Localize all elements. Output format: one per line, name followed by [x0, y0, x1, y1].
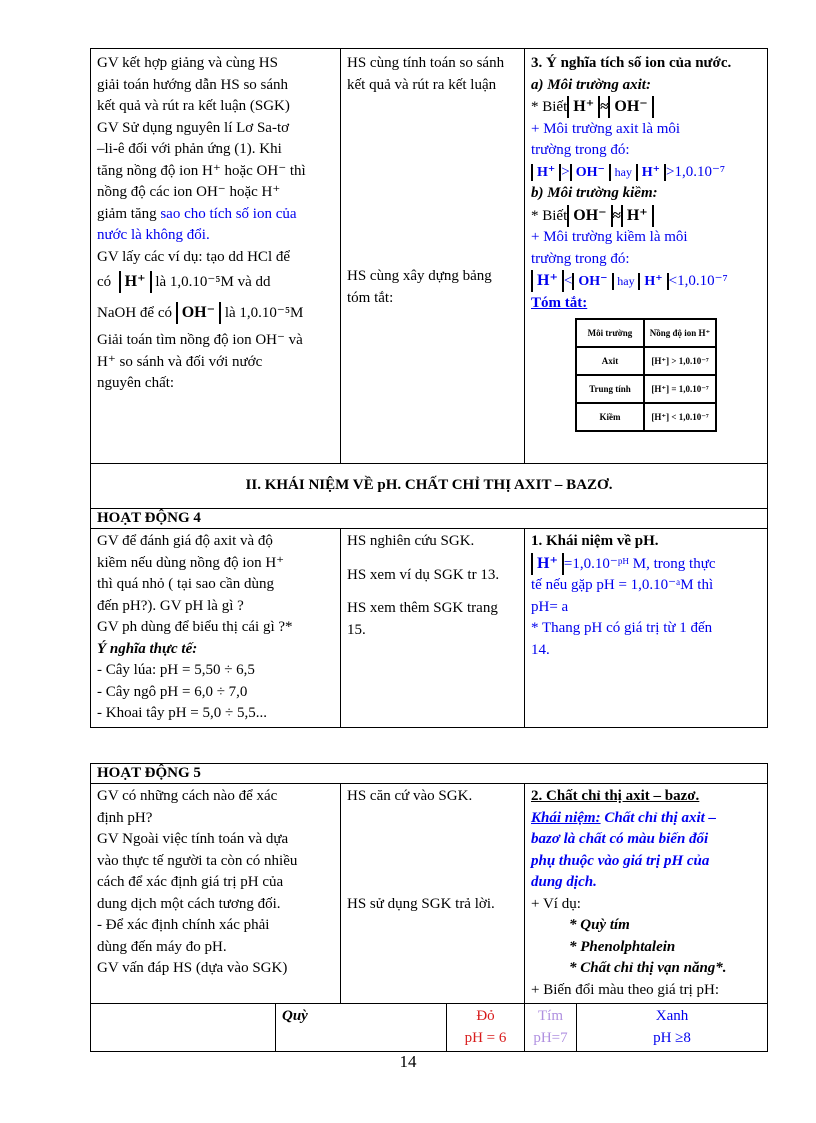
teacher-cell: [91, 784, 341, 1004]
content-cell: [525, 49, 768, 464]
lesson-table-top: [90, 48, 768, 728]
h-ion-bracket: H⁺: [531, 164, 561, 181]
definition-line: [531, 808, 761, 830]
text-line: HS căn cứ vào SGK.: [347, 788, 473, 804]
text-span: =1,0.10⁻ᵖᴴ M, trong thực: [563, 555, 716, 572]
text-line: dung dịch một cách tương đối.: [97, 895, 281, 912]
section-heading: 3. Ý nghĩa tích số ion của nước.: [531, 55, 732, 71]
text-line: Giải toán tìm nồng độ ion OH⁻ và: [97, 332, 303, 348]
text-span: Chất chỉ thị axit –: [604, 809, 717, 826]
approx-symbol: ≈: [612, 207, 621, 224]
section-heading: 2. Chất chỉ thị axit – bazơ.: [531, 788, 700, 804]
ph-value: pH ≥8: [653, 1029, 691, 1046]
h-ion-bracket: H⁺: [621, 205, 654, 227]
oh-ion-bracket: OH⁻: [608, 96, 653, 118]
text-line: kết quả và rút ra kết luận (SGK): [97, 98, 290, 114]
color-name: Tím: [538, 1008, 563, 1024]
text-line: GV có những cách nào để xác: [97, 788, 278, 804]
explain-row: [91, 49, 768, 464]
oh-ion-bracket: OH⁻: [176, 302, 221, 324]
text-span: <1,0.10⁻⁷: [668, 273, 728, 289]
text-line: nguyên chất:: [97, 375, 175, 391]
text-line: –li-ê đối với phản ứng (1). Khi: [97, 141, 282, 157]
text-line: GV để đánh giá độ axit và độ: [97, 533, 273, 549]
section-title: II. KHÁI NIỆM VỀ pH. CHẤT CHỈ THỊ AXIT – BAZƠ.: [91, 464, 768, 509]
lesson-table-bottom: [90, 763, 768, 1052]
highlight-text: sao cho tích số ion của: [160, 205, 297, 222]
example-item: * Quỳ tím: [569, 917, 630, 933]
text-line: - Cây lúa: pH = 5,50 ÷ 6,5: [97, 662, 255, 678]
summary-cell: [H⁺] > 1,0.10⁻⁷: [644, 347, 716, 375]
text-line: GV ph dùng để biểu thị cái gì ?*: [97, 619, 293, 635]
formula-line: [531, 553, 761, 576]
text-line: + Ví dụ:: [531, 895, 581, 912]
highlight-text: + Môi trường axit là môi: [531, 120, 681, 137]
highlight-text: pH= a: [531, 598, 569, 615]
summary-cell: [H⁺] = 1,0.10⁻⁷: [644, 375, 716, 403]
highlight-text: * Thang pH có giá trị từ 1 đến: [531, 620, 713, 636]
summary-heading: Tóm tắt:: [531, 294, 588, 311]
text-line: HS cùng tính toán so sánh: [347, 55, 505, 71]
definition-line: phụ thuộc vào giá trị pH của: [531, 852, 710, 869]
indicator-label: Quỳ: [276, 1004, 447, 1052]
text-line: đến pH?). GV pH là gì ?: [97, 597, 244, 614]
activity-title: HOẠT ĐỘNG 4: [91, 509, 768, 529]
text-line: thì quá nhỏ ( tại sao cần dùng: [97, 576, 275, 592]
text-line: - Để xác định chính xác phải: [97, 917, 270, 933]
content-cell: [525, 529, 768, 728]
text-line: GV Sử dụng nguyên lí Lơ Sa-tơ: [97, 119, 290, 136]
highlight-text: + Môi trường kiềm là môi: [531, 229, 688, 245]
text-span: >1,0.10⁻⁷: [666, 163, 726, 180]
example-item: * Phenolphtalein: [569, 938, 676, 955]
empty-cell: [91, 1004, 276, 1052]
text-line: HS xem ví dụ SGK tr 13.: [347, 566, 500, 583]
purple-cell: [525, 1004, 577, 1052]
text-span: hay: [617, 274, 635, 288]
h-ion-bracket: H⁺: [531, 553, 564, 575]
text-line: nồng độ các ion OH⁻ hoặc H⁺: [97, 184, 281, 200]
text-span: NaOH để có: [97, 304, 172, 321]
blue-cell: [577, 1004, 768, 1052]
red-cell: [447, 1004, 525, 1052]
text-line: GV lấy các ví dụ: tạo dd HCl để: [97, 248, 291, 265]
summary-table-header: [576, 319, 716, 347]
teacher-cell: [91, 529, 341, 728]
text-span: hay: [614, 164, 632, 179]
activity-title: HOẠT ĐỘNG 5: [91, 764, 768, 784]
section-heading: 1. Khái niệm về pH.: [531, 533, 659, 549]
color-name: Đỏ: [476, 1008, 495, 1024]
formula-line: H⁺ < OH⁻ hay H⁺ <1,0.10⁻⁷: [531, 270, 761, 293]
text-span: * Biết: [531, 207, 568, 224]
text-line: tăng nồng độ ion H⁺ hoặc OH⁻ thì: [97, 162, 306, 179]
indicator-row: [91, 1004, 768, 1052]
text-line: - Khoai tây pH = 5,0 ÷ 5,5...: [97, 705, 268, 721]
page-number: 14: [399, 1052, 417, 1071]
activity-title-row: [91, 509, 768, 529]
ph-value: pH = 6: [464, 1029, 507, 1046]
highlight-text: trường trong đó:: [531, 142, 630, 158]
text-line: - Cây ngô pH = 6,0 ÷ 7,0: [97, 683, 248, 700]
text-line: GV kết hợp giảng và cùng HS: [97, 55, 278, 71]
summary-cell: Axit: [576, 347, 644, 375]
activity-5-row: [91, 784, 768, 1004]
text-line: kiềm nếu dùng nồng độ ion H⁺: [97, 554, 285, 571]
highlight-text: nước là không đổi.: [97, 227, 210, 243]
text-line: GV Ngoài việc tính toán và dựa: [97, 831, 289, 847]
h-ion-bracket: H⁺: [531, 270, 564, 292]
summary-header-cell: Môi trường: [576, 319, 644, 347]
text-line: định pH?: [97, 809, 153, 826]
summary-table-row: [576, 375, 716, 403]
h-ion-bracket: H⁺: [638, 273, 668, 290]
summary-table-row: [576, 403, 716, 431]
summary-cell: [H⁺] < 1,0.10⁻⁷: [644, 403, 716, 431]
text-span: là 1,0.10⁻⁵M: [224, 304, 304, 321]
text-line: HS cùng xây dựng bảng: [347, 268, 492, 284]
highlight-text: tế nếu gặp pH = 1,0.10⁻ᵃM thì: [531, 577, 714, 593]
activity-4-row: [91, 529, 768, 728]
text-line: kết quả và rút ra kết luận: [347, 76, 497, 93]
highlight-text: 14.: [531, 641, 550, 658]
definition-label: Khái niệm:: [531, 809, 601, 826]
section-row: [91, 464, 768, 509]
ph-value: pH=7: [533, 1029, 568, 1046]
oh-ion-bracket: OH⁻: [572, 273, 613, 290]
summary-table-row: [576, 347, 716, 375]
h-ion-bracket: H⁺: [567, 96, 600, 118]
highlight-text: trường trong đó:: [531, 250, 630, 267]
h-ion-bracket: H⁺: [636, 164, 666, 181]
sub-heading: b) Môi trường kiềm:: [531, 185, 658, 201]
text-span: * Biết: [531, 99, 568, 115]
text-line: [97, 204, 334, 226]
summary-header-cell: Nồng độ ion H⁺: [644, 319, 716, 347]
teacher-cell: [91, 49, 341, 464]
oh-ion-bracket: OH⁻: [570, 164, 611, 181]
summary-cell: Trung tính: [576, 375, 644, 403]
text-line: HS nghiên cứu SGK.: [347, 533, 475, 549]
text-line: dùng đến máy đo pH.: [97, 938, 227, 955]
text-line: giải toán hướng dẫn HS so sánh: [97, 76, 289, 93]
formula-line: [531, 205, 761, 228]
text-span: là 1,0.10⁻⁵M và dd: [155, 274, 271, 290]
color-name: Xanh: [655, 1008, 689, 1024]
approx-symbol: ≈: [600, 99, 609, 115]
definition-line: dung dịch.: [531, 874, 597, 890]
text-line: HS xem thêm SGK trang: [347, 600, 498, 616]
text-line: H⁺ so sánh và đối với nước: [97, 353, 263, 370]
h-ion-bracket: H⁺: [119, 271, 152, 293]
student-cell: [341, 529, 525, 728]
text-span: giảm tăng: [97, 205, 157, 222]
oh-ion-bracket: OH⁻: [567, 205, 612, 227]
sub-heading: a) Môi trường axit:: [531, 76, 651, 93]
text-line: cách để xác định giá trị pH của: [97, 874, 284, 890]
text-line: vào thực tế người ta còn có nhiều: [97, 852, 298, 869]
text-span: có: [97, 274, 112, 290]
text-line: 15.: [347, 621, 366, 638]
summary-table: [575, 318, 717, 432]
definition-line: bazơ là chất có màu biến đổi: [531, 831, 709, 847]
text-line: tóm tắt:: [347, 289, 394, 306]
text-line: + Biến đổi màu theo giá trị pH:: [531, 981, 720, 998]
content-cell: [525, 784, 768, 1004]
formula-line: [531, 96, 761, 119]
example-item: * Chất chỉ thị vạn năng*.: [569, 960, 727, 976]
summary-cell: Kiềm: [576, 403, 644, 431]
text-line: HS sử dụng SGK trả lời.: [347, 895, 495, 912]
text-line: GV vấn đáp HS (dựa vào SGK): [97, 960, 288, 976]
student-cell: [341, 784, 525, 1004]
formula-line: H⁺ > OH⁻ hay H⁺ >1,0.10⁻⁷: [531, 162, 761, 184]
text-line: [97, 302, 334, 325]
text-line: [97, 271, 334, 294]
sub-heading: Ý nghĩa thực tế:: [97, 640, 198, 657]
activity-title-row: [91, 764, 768, 784]
student-cell: [341, 49, 525, 464]
